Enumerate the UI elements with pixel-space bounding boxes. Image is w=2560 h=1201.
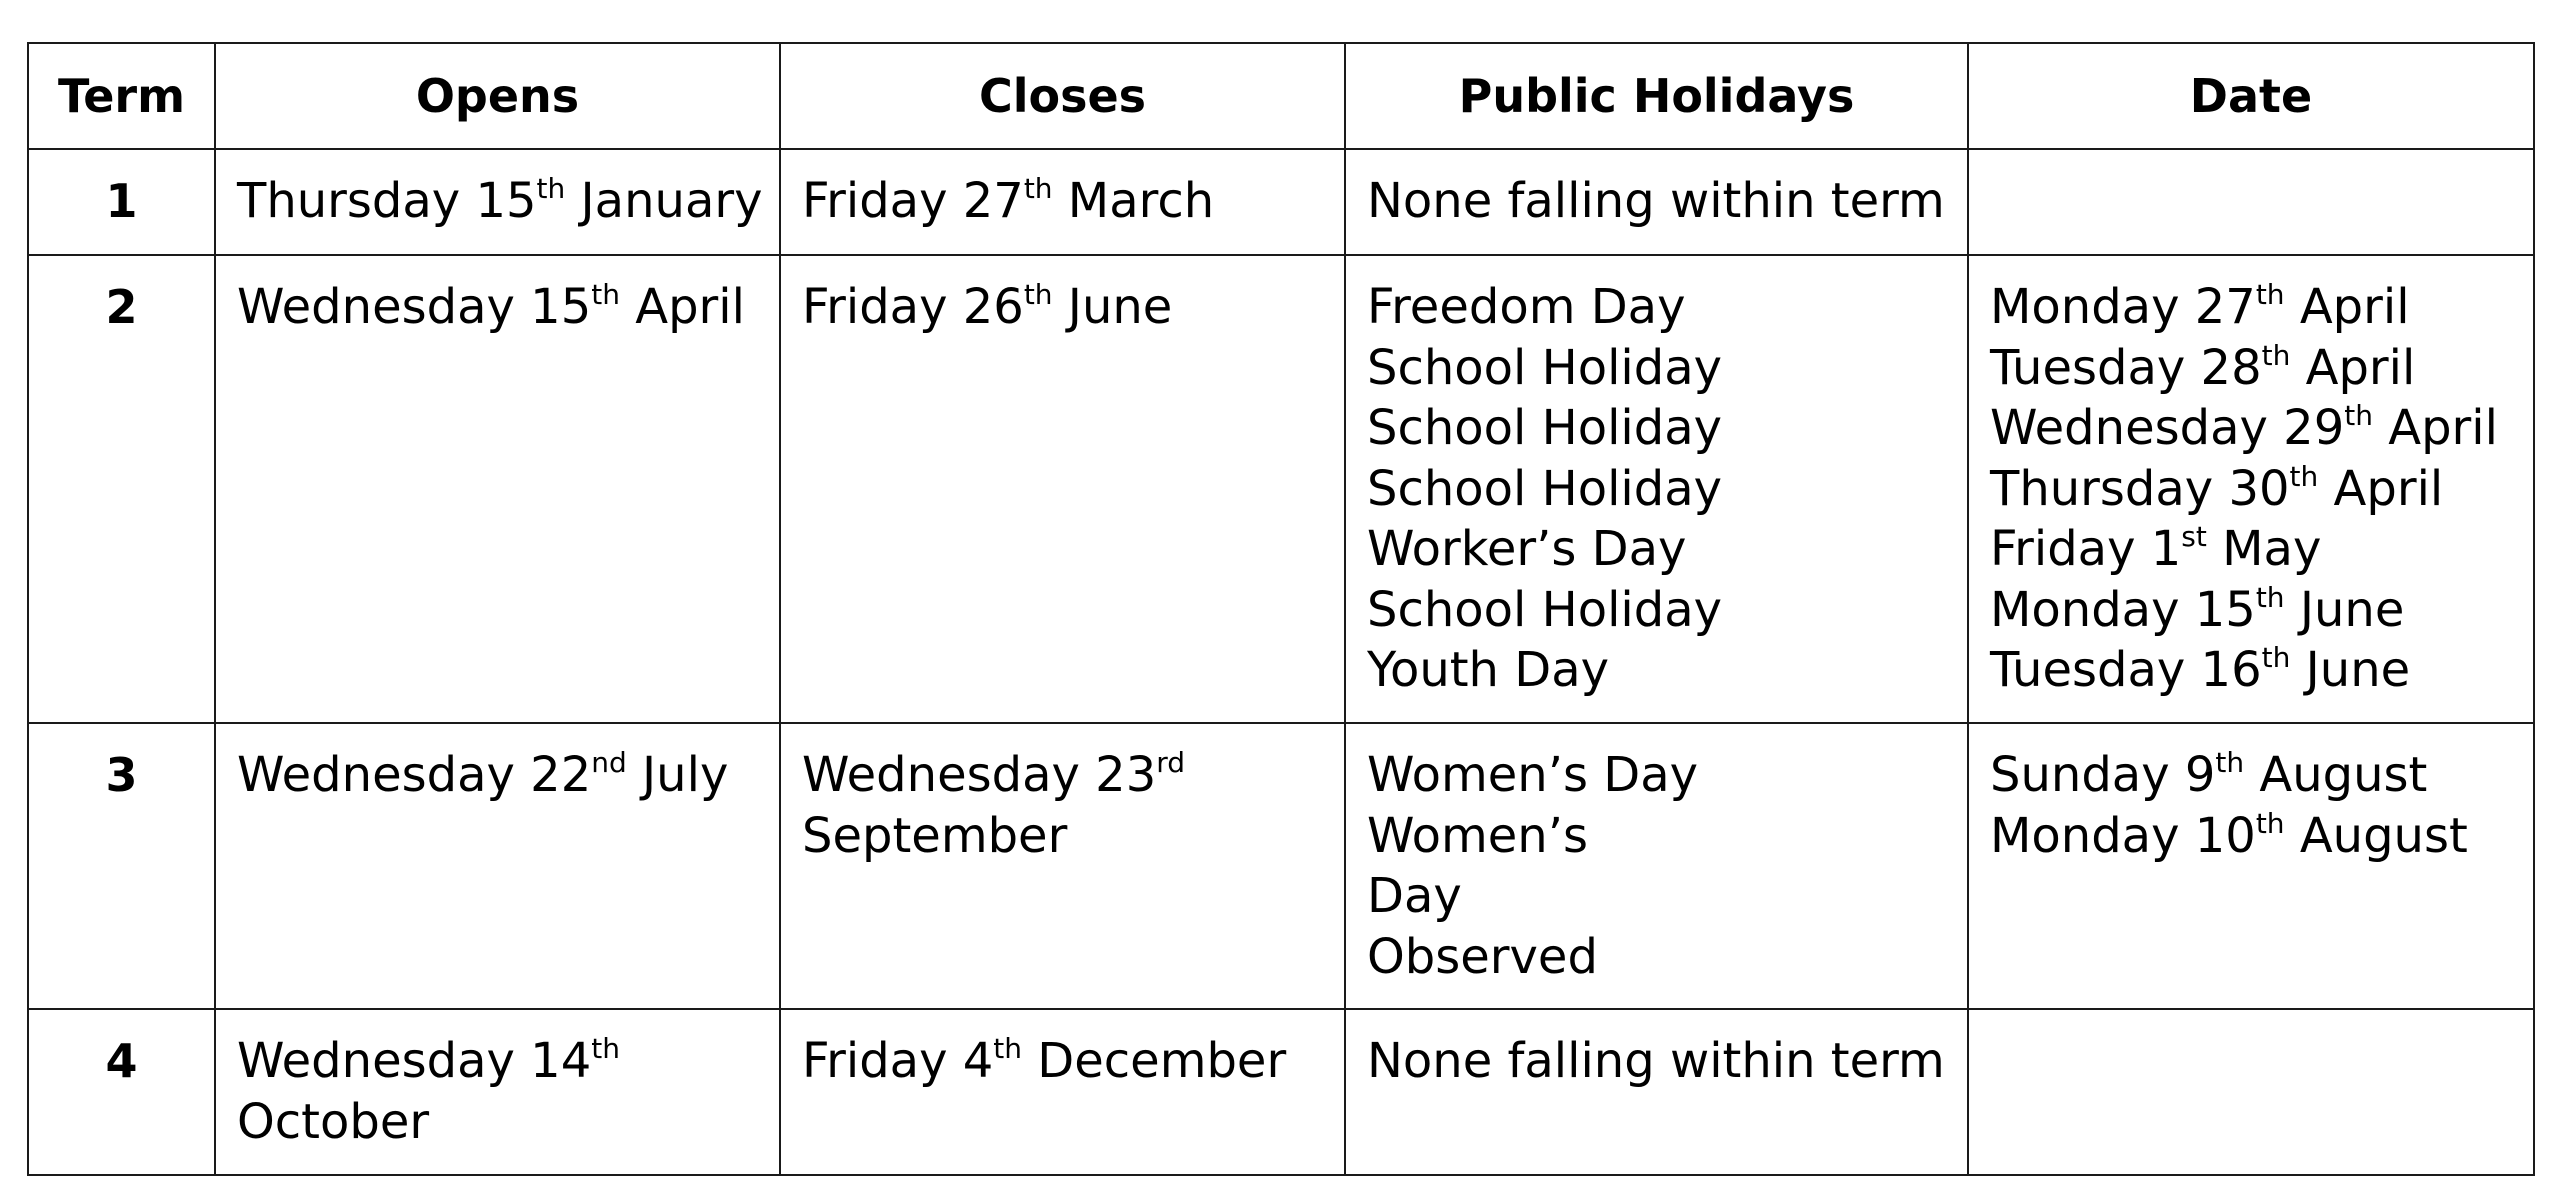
holiday-date: Thursday 30th April: [1990, 459, 2444, 517]
opens-date: Wednesday 14th October: [215, 1009, 780, 1175]
table-row: [28, 1009, 2534, 1175]
opens-date: Thursday 15th January: [215, 149, 780, 255]
header-row: [28, 43, 2534, 149]
holiday-dates-cell: [1968, 1009, 2534, 1175]
opens-date: Wednesday 22nd July: [215, 723, 780, 1009]
term-number: 4: [28, 1009, 215, 1175]
opens-date: Wednesday 15th April: [215, 255, 780, 723]
public-holidays-cell: [1345, 255, 1968, 723]
holiday-name: Freedom Day: [1367, 279, 1686, 335]
public-holidays-cell: [1345, 723, 1968, 1009]
holiday-name: Women’s Day Observed: [1367, 807, 1598, 985]
holiday-name: Youth Day: [1367, 642, 1610, 698]
holiday-dates-cell: [1968, 723, 2534, 1009]
header-public-holidays: Public Holidays: [1345, 43, 1968, 149]
holiday-date: Monday 15th June: [1990, 580, 2405, 638]
holiday-dates-cell: [1968, 149, 2534, 255]
holiday-dates-cell: [1968, 255, 2534, 723]
public-holidays-cell: [1345, 149, 1968, 255]
table-row: [28, 149, 2534, 255]
header-term: Term: [28, 43, 215, 149]
holiday-name: School Holiday: [1367, 400, 1723, 456]
holiday-date: Wednesday 29th April: [1990, 399, 2498, 456]
holiday-name: None falling within term: [1367, 1033, 1945, 1089]
holiday-date: Tuesday 16th June: [1990, 641, 2411, 698]
holiday-name: None falling within term: [1367, 173, 1945, 229]
holiday-name: Worker’s Day: [1367, 521, 1687, 577]
term-number: 2: [28, 255, 215, 723]
header-closes: Closes: [780, 43, 1345, 149]
header-date: Date: [1968, 43, 2534, 149]
table-row: [28, 255, 2534, 723]
closes-date: Wednesday 23rd September: [780, 723, 1345, 1009]
term-number: 3: [28, 723, 215, 1009]
holiday-date: Monday 27th April: [1990, 278, 2410, 335]
holiday-name: School Holiday: [1367, 460, 1723, 517]
header-opens: Opens: [215, 43, 780, 149]
school-terms-table: [27, 42, 2535, 1176]
holiday-date: Tuesday 28th April: [1990, 338, 2416, 396]
closes-date: Friday 4th December: [780, 1009, 1345, 1175]
holiday-name: School Holiday: [1367, 581, 1723, 638]
holiday-name: Women’s Day: [1367, 747, 1699, 803]
closes-date: Friday 26th June: [780, 255, 1345, 723]
holiday-name: School Holiday: [1367, 339, 1723, 396]
holiday-date: Sunday 9th August: [1990, 746, 2428, 803]
holiday-date: Friday 1st May: [1990, 520, 2322, 577]
table-row: [28, 723, 2534, 1009]
term-number: 1: [28, 149, 215, 255]
public-holidays-cell: [1345, 1009, 1968, 1175]
closes-date: Friday 27th March: [780, 149, 1345, 255]
holiday-date: Monday 10th August: [1990, 806, 2468, 864]
